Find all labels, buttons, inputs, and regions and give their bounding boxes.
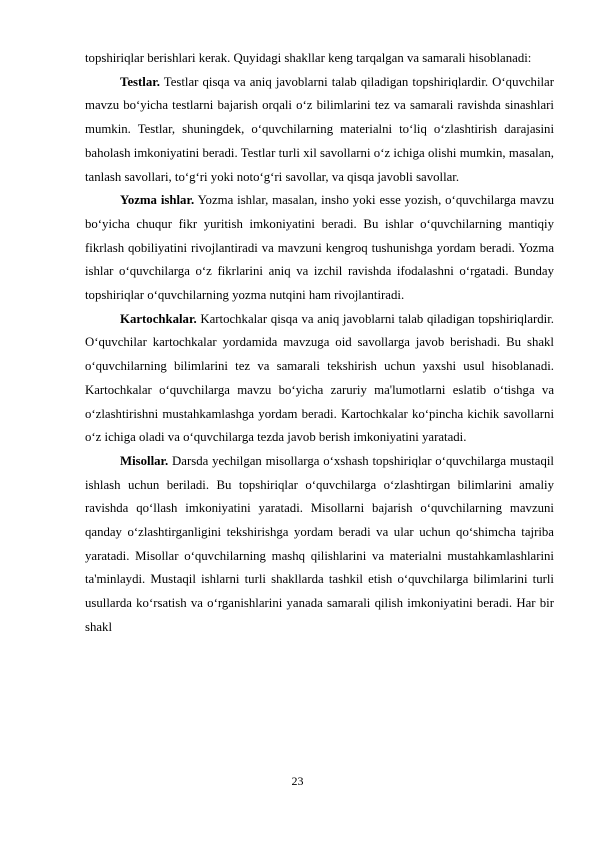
page-number: 23 [291, 774, 304, 788]
paragraph-term: Misollar. [120, 453, 169, 468]
paragraph-text: Kartochkalar qisqa va aniq javoblarni talab qiladigan topshiriqlardir. O‘quvchilar kartochkalar yordamida mavzuga oid savollarga javob berishadi. Bu shakl o‘quvchilarning bilimlarini tez va samarali tekshirish uchun yaxshi usul hisoblanadi. Kartochkalar o‘quvchilarga mavzu bo‘yicha zaruriy ma'lumotlarni eslatib o‘tishga va o‘zlashtirishni mustahkamlashga yordam beradi. Kartochkalar ko‘pincha kichik savollarni o‘z ichiga oladi va o‘quvchilarga tezda javob berish imkoniyatini yaratadi. [85, 311, 554, 445]
page-body [85, 47, 554, 640]
paragraph-kartochkalar [85, 308, 554, 450]
paragraph-term: Testlar. [120, 74, 160, 89]
paragraph-misollar [85, 450, 554, 640]
paragraph-text: topshiriqlar berishlari kerak. Quyidagi shakllar keng tarqalgan va samarali hisoblanadi: [85, 51, 532, 65]
paragraph-yozma-ishlar [85, 189, 554, 308]
paragraph-term: Yozma ishlar. [120, 193, 195, 208]
paragraph-text: Darsda yechilgan misollarga o‘xshash topshiriqlar o‘quvchilarga mustaqil ishlash uchun beriladi. Bu topshiriqlar o‘quvchilarga o‘zlashtirgan bilimlarini amaliy ravishda qo‘llash imkoniyatini yaratadi. Misollarni bajarish o‘quvchilarning mavzuni qanday o‘zlashtirganligini tekshirishga yordam beradi va ular uchun qo‘shimcha tajriba yaratadi. Misollar o‘quvchilarning mashq qilishlarini va materialni mustahkamlashlarini ta'minlaydi. Mustaqil ishlarni turli shakllarda tashkil etish o‘quvchilarga bilimlarini turli usullarda ko‘rsatish va o‘rganishlarini yanada samarali qilish imkoniyatini beradi. Har bir shakl [85, 453, 554, 634]
paragraph-testlar [85, 71, 554, 190]
paragraph-intro [85, 47, 554, 71]
paragraph-text: Yozma ishlar, masalan, insho yoki esse yozish, o‘quvchilarga mavzu bo‘yicha chuqur fikr yuritish imkoniyatini beradi. Bu ishlar o‘quvchilarning mantiqiy fikrlash qobiliyatini rivojlantiradi va mavzuni kengroq tushunishga yordam beradi. Yozma ishlar o‘quvchilarga o‘z fikrlarini aniq va izchil ravishda ifodalashni o‘rgatadi. Bunday topshiriqlar o‘quvchilarning yozma nutqini ham rivojlantiradi. [85, 193, 554, 303]
paragraph-term: Kartochkalar. [120, 311, 197, 326]
paragraph-text: Testlar qisqa va aniq javoblarni talab qiladigan topshiriqlardir. O‘quvchilar mavzu bo‘yicha testlarni bajarish orqali o‘z bilimlarini tez va samarali ravishda sinashlari mumkin. Testlar, shuningdek, o‘quvchilarning materialni to‘liq o‘zlashtirish darajasini baholash imkoniyatini beradi. Testlar turli xil savollarni o‘z ichiga olishi mumkin, masalan, tanlash savollari, to‘g‘ri yoki noto‘g‘ri savollar, va qisqa javobli savollar. [85, 74, 554, 184]
